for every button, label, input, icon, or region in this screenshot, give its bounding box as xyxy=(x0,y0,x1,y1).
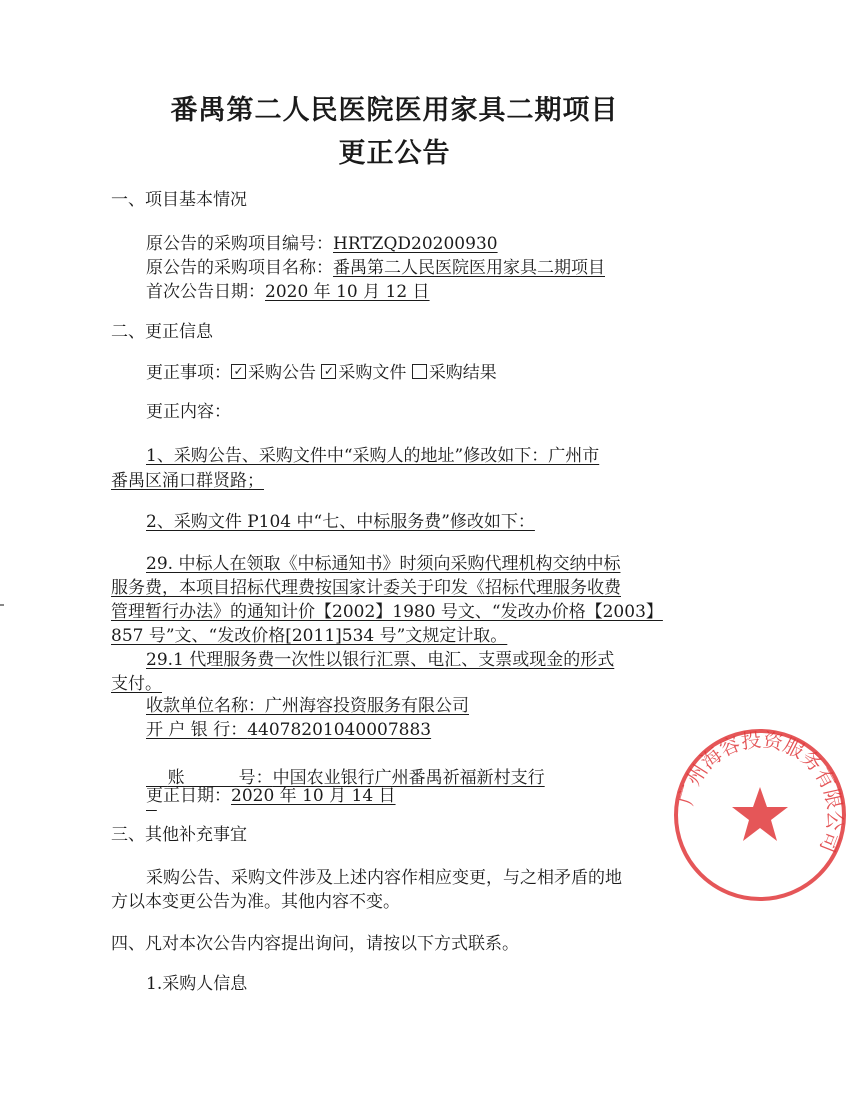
section3-para-line2: 方以本变更公告为准。其他内容不变。 xyxy=(111,892,400,912)
first-date-row xyxy=(146,280,430,304)
bank-label: 开 户 银 行： xyxy=(146,720,248,740)
change1-line1: 1、采购公告、采购文件中“采购人的地址”修改如下：广州市 xyxy=(146,446,600,466)
correction-date-row xyxy=(146,784,396,808)
section1-heading: 一、项目基本情况 xyxy=(111,190,247,210)
correction-items-label: 更正事项： xyxy=(146,363,231,383)
checkbox-procurement-result xyxy=(412,364,427,379)
correction-date-label: 更正日期： xyxy=(146,786,231,806)
payee-row xyxy=(146,694,469,718)
checkbox-procurement-notice xyxy=(231,364,246,379)
payee-value: 广州海容投资服务有限公司 xyxy=(265,696,469,716)
project-name-value: 番禺第二人民医院医用家具二期项目 xyxy=(333,258,605,278)
correction-items-row xyxy=(146,361,497,385)
scan-edge-mark xyxy=(0,604,4,606)
seal-text-path: 广州海容投资服务有限公司 xyxy=(673,727,848,856)
clause29-line2: 服务费，本项目招标代理费按国家计委关于印发《招标代理服务收费 xyxy=(111,578,621,598)
section2-heading: 二、更正信息 xyxy=(111,322,213,342)
checkmark-icon: ✓ xyxy=(323,364,334,378)
bank-row xyxy=(146,718,431,742)
item-procurement-result: 采购结果 xyxy=(428,363,497,383)
item-procurement-notice: 采购公告 xyxy=(248,363,316,383)
project-name-label: 原公告的采购项目名称： xyxy=(146,258,333,278)
correction-content-label: 更正内容： xyxy=(146,402,231,422)
checkbox-procurement-docs xyxy=(321,364,336,379)
item-procurement-docs: 采购文件 xyxy=(338,363,407,383)
doc-title-line2: 更正公告 xyxy=(338,138,451,169)
company-seal xyxy=(670,725,850,905)
account-value: 中国农业银行广州番禺祈福新村支行 xyxy=(272,768,545,788)
doc-title-line1: 番禺第二人民医院医用家具二期项目 xyxy=(170,95,619,126)
seal-star-icon xyxy=(732,787,788,841)
clause29-line4: 857 号”文、“发改价格[2011]534 号”文规定计取。 xyxy=(111,626,508,646)
change1-line2: 番禺区涌口群贤路； xyxy=(111,471,264,491)
project-number-row xyxy=(146,232,498,256)
project-number-value: HRTZQD20200930 xyxy=(333,234,498,254)
first-date-value: 2020 年 10 月 12 日 xyxy=(265,282,430,302)
project-name-row xyxy=(146,256,605,280)
project-number-label: 原公告的采购项目编号： xyxy=(146,234,333,254)
bank-value: 44078201040007883 xyxy=(247,720,432,740)
first-date-label: 首次公告日期： xyxy=(146,282,265,302)
section3-heading: 三、其他补充事宜 xyxy=(111,825,247,845)
clause29-line1: 29. 中标人在领取《中标通知书》时须向采购代理机构交纳中标 xyxy=(146,554,621,574)
purchaser-info-heading: 1.采购人信息 xyxy=(146,974,248,994)
section4-heading: 四、凡对本次公告内容提出询问，请按以下方式联系。 xyxy=(111,934,519,954)
account-label: 账 号： xyxy=(167,768,273,788)
correction-date-value: 2020 年 10 月 14 日 xyxy=(231,786,396,806)
change2: 2、采购文件 P104 中“七、中标服务费”修改如下： xyxy=(146,512,535,532)
checkmark-icon: ✓ xyxy=(233,364,244,378)
clause29-1-line2: 支付。 xyxy=(111,674,162,694)
clause29-line3: 管理暂行办法》的通知计价【2002】1980 号文、“发改办价格【2003】 xyxy=(111,602,663,622)
clause29-1-line1: 29.1 代理服务费一次性以银行汇票、电汇、支票或现金的形式 xyxy=(146,650,615,670)
payee-label: 收款单位名称： xyxy=(146,696,265,716)
section3-para-line1: 采购公告、采购文件涉及上述内容作相应变更，与之相矛盾的地 xyxy=(146,868,622,888)
